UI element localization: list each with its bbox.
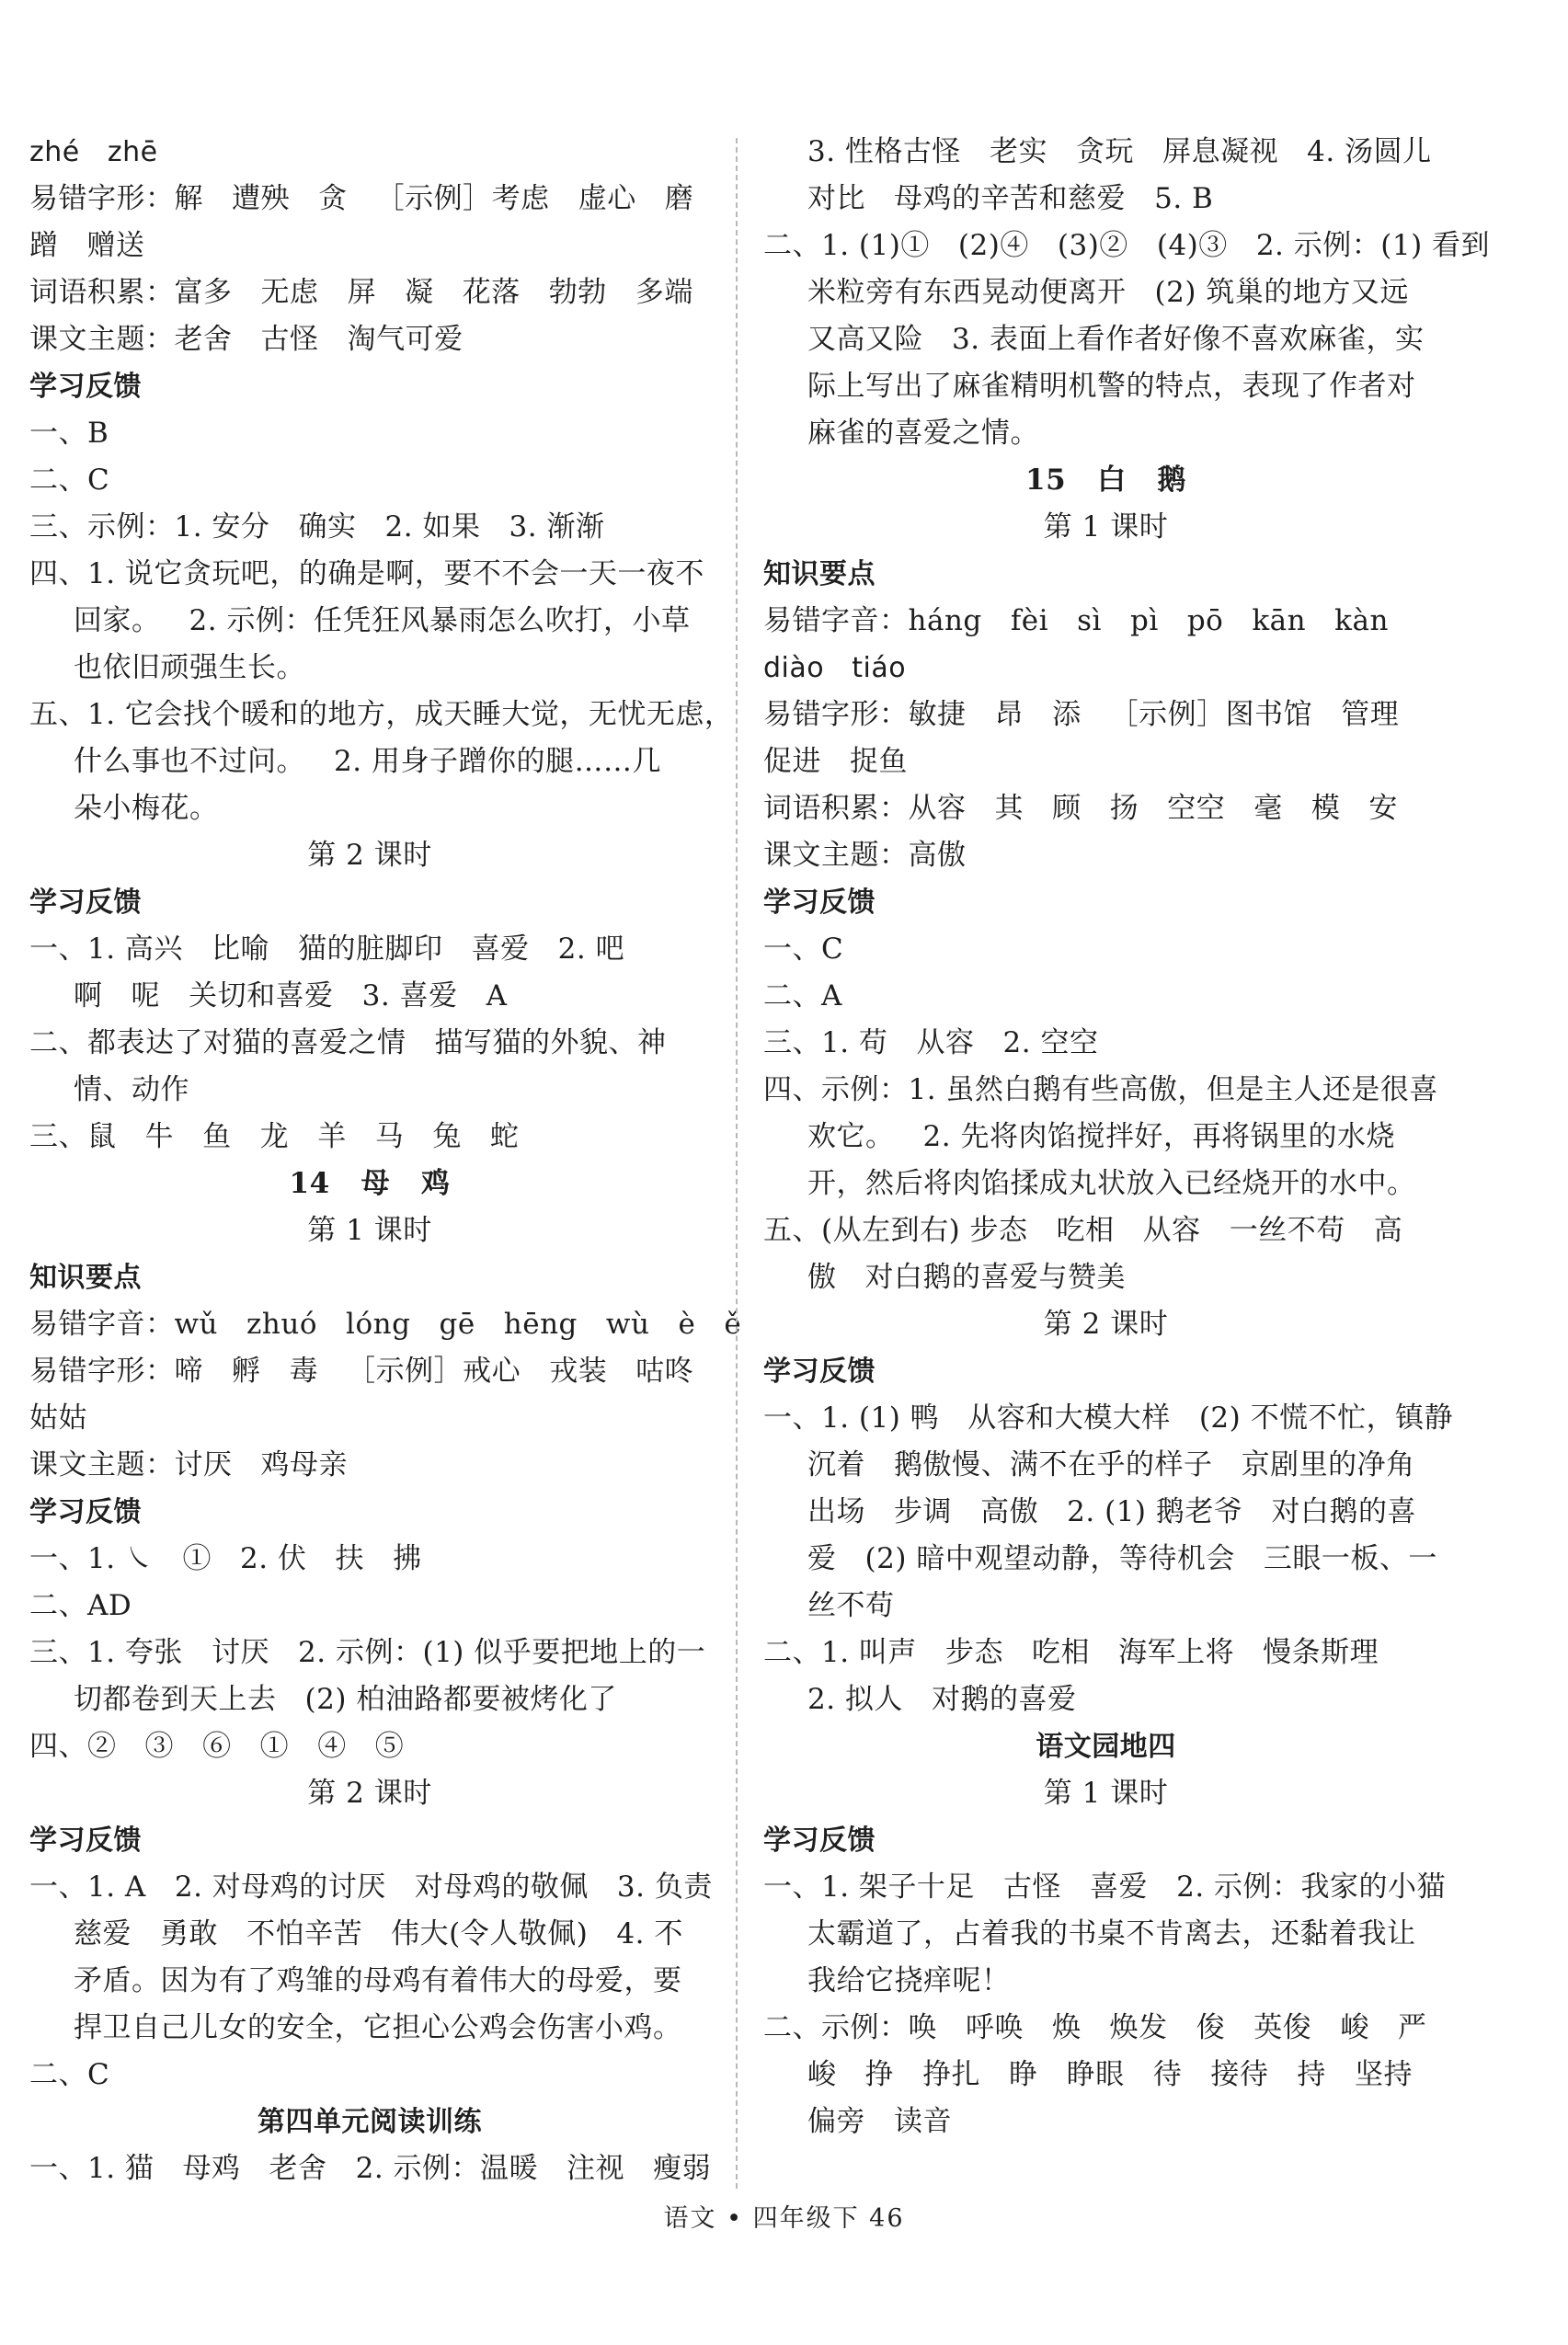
section-heading: 学习反馈 — [763, 887, 876, 919]
section-heading: 学习反馈 — [29, 1825, 142, 1857]
text-line: 五、1. 它会找个暖和的地方，成天睡大觉，无忧无虑， — [29, 698, 734, 731]
text-line: zhé zhē — [29, 136, 158, 168]
text-line: 三、1. 夸张 讨厌 2. 示例：(1) 似乎要把地上的一 — [29, 1636, 706, 1669]
text-line: 14 母 鸡 — [289, 1167, 451, 1200]
text-line: 丝不苟 — [807, 1589, 895, 1622]
text-line: 际上写出了麻雀精明机警的特点，表现了作者对 — [807, 370, 1416, 403]
text-line: 蹭 赠送 — [29, 229, 145, 262]
text-line: 五、(从左到右) 步态 吃相 从容 一丝不苟 高 — [763, 1214, 1403, 1247]
text-line: 一、1. 猫 母鸡 老舍 2. 示例：温暖 注视 瘦弱 — [29, 2152, 712, 2185]
text-line: 欢它。 2. 先将肉馅搅拌好，再将锅里的水烧 — [807, 1120, 1395, 1153]
text-line: 易错字音：wǔ zhuó lóng gē hēng wù è ě — [29, 1308, 742, 1341]
text-line: 偏旁 读音 — [807, 2105, 953, 2138]
text-line: 第 1 课时 — [307, 1214, 432, 1247]
text-line: 一、1. ㇏ ① 2. 伏 扶 拂 — [29, 1542, 422, 1575]
text-line: 促进 捉鱼 — [763, 745, 909, 778]
text-line: 米粒旁有东西晃动便离开 (2) 筑巢的地方又远 — [807, 276, 1409, 309]
text-line: 一、1. A 2. 对母鸡的讨厌 对母鸡的敬佩 3. 负责 — [29, 1870, 713, 1904]
text-line: 一、1. 高兴 比喻 猫的脏脚印 喜爱 2. 吧 — [29, 932, 625, 966]
text-line: 又高又险 3. 表面上看作者好像不喜欢麻雀，实 — [807, 323, 1425, 356]
text-line: 课文主题：高傲 — [763, 839, 967, 872]
right-column — [763, 129, 1491, 2145]
text-line: 二、都表达了对猫的喜爱之情 描写猫的外貌、神 — [29, 1026, 667, 1059]
text-line: 第 2 课时 — [1043, 1308, 1169, 1341]
text-line: 太霸道了，占着我的书桌不肯离去，还黏着我让 — [807, 1917, 1416, 1950]
text-line: 二、示例：唤 呼唤 焕 焕发 俊 英俊 峻 严 — [763, 2011, 1427, 2044]
text-line: 什么事也不过问。 2. 用身子蹭你的腿……几 — [74, 745, 661, 778]
text-line: 情、动作 — [74, 1073, 189, 1106]
left-column — [29, 129, 742, 2192]
text-line: 二、AD — [29, 1589, 132, 1622]
text-line: 课文主题：老舍 古怪 淘气可爱 — [29, 323, 464, 356]
text-line: 二、C — [29, 2058, 110, 2091]
text-line: 二、1. (1)① (2)④ (3)② (4)③ 2. 示例：(1) 看到 — [763, 229, 1491, 262]
text-line: 二、1. 叫声 步态 吃相 海军上将 慢条斯理 — [763, 1636, 1379, 1669]
text-line: 回家。 2. 示例：任凭狂风暴雨怎么吹打，小草 — [74, 604, 691, 637]
section-heading: 学习反馈 — [29, 887, 142, 919]
text-line: diào tiáo — [763, 652, 907, 684]
text-line: 词语积累：从容 其 顾 扬 空空 毫 模 安 — [763, 792, 1398, 825]
text-line: 易错字形：解 遭殃 贪 ［示例］考虑 虚心 磨 — [29, 182, 694, 215]
section-heading: 语文园地四 — [1036, 1731, 1176, 1763]
text-line: 傲 对白鹅的喜爱与赞美 — [807, 1261, 1127, 1294]
text-line: 对比 母鸡的辛苦和慈爱 5. B — [807, 182, 1214, 215]
text-line: 一、1. 架子十足 古怪 喜爱 2. 示例：我家的小猫 — [763, 1870, 1447, 1904]
text-line: 易错字形：敏捷 昂 添 ［示例］图书馆 管理 — [763, 698, 1400, 731]
text-line: 一、C — [763, 932, 844, 966]
text-line: 切都卷到天上去 (2) 柏油路都要被烤化了 — [74, 1683, 617, 1716]
text-line: 慈爱 勇敢 不怕辛苦 伟大(令人敬佩) 4. 不 — [74, 1917, 683, 1950]
page-footer: 语文 • 四年级下 46 — [663, 2204, 905, 2233]
text-line: 三、鼠 牛 鱼 龙 羊 马 兔 蛇 — [29, 1120, 520, 1153]
column-divider — [736, 138, 738, 2189]
text-line: 2. 拟人 对鹅的喜爱 — [807, 1683, 1077, 1716]
text-line: 3. 性格古怪 老实 贪玩 屏息凝视 4. 汤圆儿 — [807, 135, 1432, 168]
text-line: 第 2 课时 — [307, 1777, 432, 1810]
text-line: 捍卫自己儿女的安全，它担心公鸡会伤害小鸡。 — [74, 2011, 682, 2044]
text-line: 三、示例：1. 安分 确实 2. 如果 3. 渐渐 — [29, 510, 605, 543]
text-line: 也依旧顽强生长。 — [74, 651, 305, 684]
text-line: 啊 呢 关切和喜爱 3. 喜爱 A — [74, 979, 508, 1012]
text-line: 我给它挠痒呢！ — [807, 1964, 1011, 1997]
text-line: 二、A — [763, 979, 842, 1012]
text-line: 课文主题：讨厌 鸡母亲 — [29, 1448, 349, 1481]
section-heading: 第四单元阅读训练 — [258, 2106, 482, 2138]
text-line: 朵小梅花。 — [74, 792, 219, 825]
text-line: 二、C — [29, 463, 110, 497]
section-heading: 知识要点 — [29, 1262, 142, 1294]
section-heading: 学习反馈 — [29, 1496, 142, 1528]
text-line: 出场 步调 高傲 2. (1) 鹅老爷 对白鹅的喜 — [807, 1495, 1416, 1528]
section-heading: 知识要点 — [763, 558, 876, 590]
text-line: 矛盾。因为有了鸡雏的母鸡有着伟大的母爱，要 — [74, 1964, 682, 1997]
section-heading: 学习反馈 — [29, 371, 142, 403]
text-line: 第 1 课时 — [1043, 510, 1169, 543]
text-line: 一、B — [29, 417, 109, 450]
text-line: 易错字音：háng fèi sì pì pō kān kàn — [763, 604, 1389, 637]
text-line: 15 白 鹅 — [1025, 463, 1186, 497]
text-line: 姑姑 — [29, 1401, 87, 1435]
text-line: 四、② ③ ⑥ ① ④ ⑤ — [29, 1730, 405, 1763]
section-heading: 学习反馈 — [763, 1825, 876, 1857]
text-line: 爱 (2) 暗中观望动静，等待机会 三眼一板、一 — [807, 1542, 1437, 1575]
text-line: 四、1. 说它贪玩吧，的确是啊，要不不会一天一夜不 — [29, 557, 704, 590]
text-line: 峻 挣 挣扎 睁 睁眼 待 接待 持 坚持 — [807, 2058, 1413, 2091]
text-line: 三、1. 苟 从容 2. 空空 — [763, 1026, 1099, 1059]
text-line: 词语积累：富多 无虑 屏 凝 花落 勃勃 多端 — [29, 276, 693, 309]
section-heading: 学习反馈 — [763, 1356, 876, 1388]
text-line: 开，然后将肉馅揉成丸状放入已经烧开的水中。 — [807, 1167, 1416, 1200]
text-line: 第 1 课时 — [1043, 1777, 1169, 1810]
text-line: 易错字形：啼 孵 毒 ［示例］戒心 戎装 咕咚 — [29, 1355, 694, 1388]
text-line: 麻雀的喜爱之情。 — [807, 417, 1039, 450]
text-line: 四、示例：1. 虽然白鹅有些高傲，但是主人还是很喜 — [763, 1073, 1438, 1106]
text-line: 一、1. (1) 鸭 从容和大模大样 (2) 不慌不忙，镇静 — [763, 1401, 1454, 1435]
text-line: 沉着 鹅傲慢、满不在乎的样子 京剧里的净角 — [807, 1448, 1415, 1481]
text-line: 第 2 课时 — [307, 839, 432, 872]
